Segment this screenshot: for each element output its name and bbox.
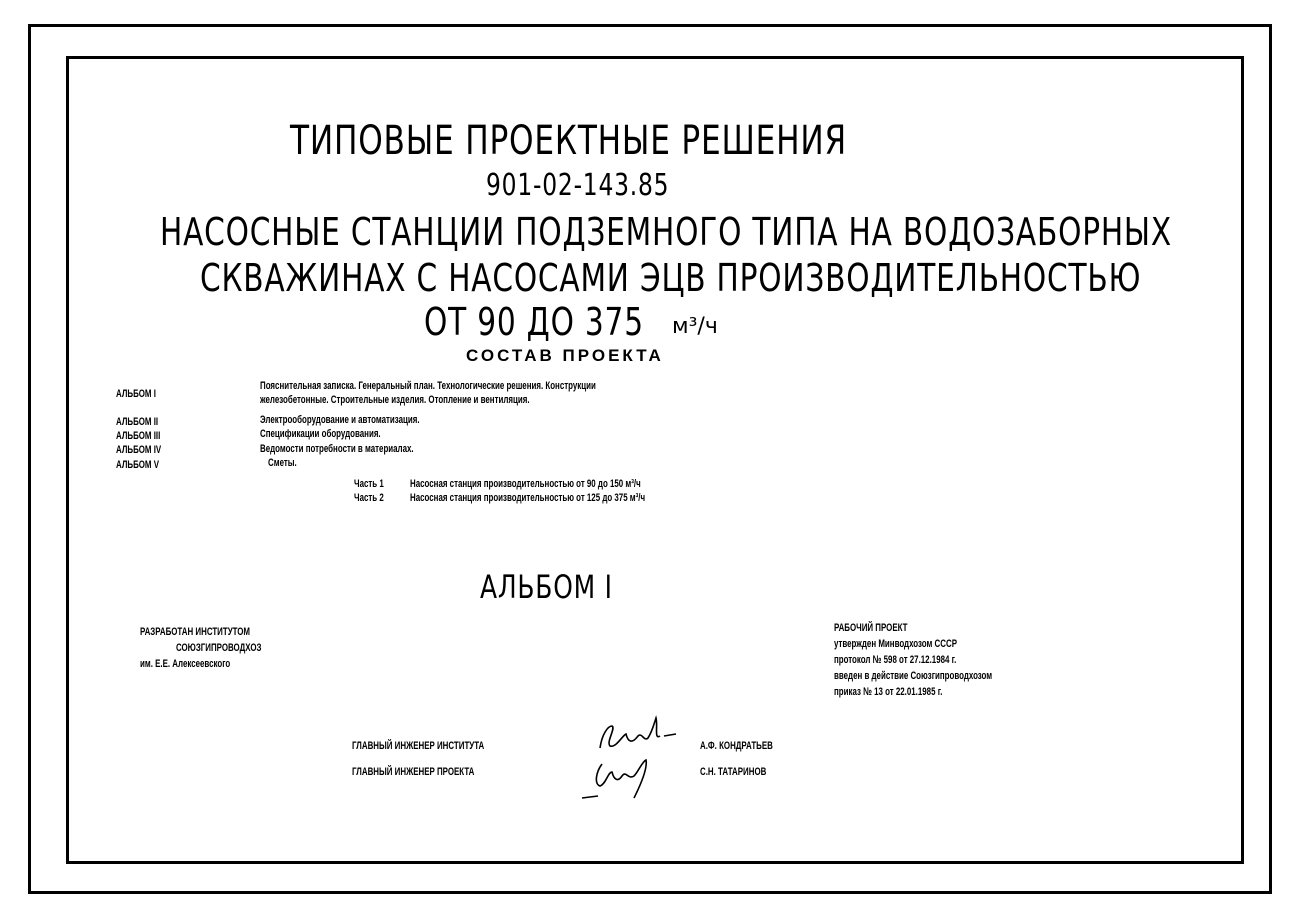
title-line-1: ТИПОВЫЕ ПРОЕКТНЫЕ РЕШЕНИЯ: [290, 118, 847, 164]
part-1-text: Насосная станция производительностью от 90 до 150 м³/ч: [410, 478, 641, 490]
signature-name-1: А.Ф. КОНДРАТЬЕВ: [700, 740, 773, 752]
album-3-label: АЛЬБОМ III: [116, 430, 161, 442]
approval-line-5: приказ № 13 от 22.01.1985 г.: [834, 686, 943, 698]
album-4-text: Ведомости потребности в материалах.: [260, 443, 414, 455]
approval-line-1: РАБОЧИЙ ПРОЕКТ: [834, 622, 908, 634]
project-code: 901-02-143.85: [486, 168, 670, 203]
title-line-3: СКВАЖИНАХ С НАСОСАМИ ЭЦВ ПРОИЗВОДИТЕЛЬНОСТЬЮ: [200, 256, 1142, 300]
title-line-4: ОТ 90 ДО 375: [424, 300, 644, 344]
title-line-2: НАСОСНЫЕ СТАНЦИИ ПОДЗЕМНОГО ТИПА НА ВОДОЗАБОРНЫХ: [160, 210, 1172, 254]
signature-role-2: ГЛАВНЫЙ ИНЖЕНЕР ПРОЕКТА: [352, 766, 475, 778]
title-unit: м³/ч: [672, 314, 718, 339]
developer-line-3: им. Е.Е. Алексеевского: [140, 658, 231, 670]
album-4-label: АЛЬБОМ IV: [116, 444, 162, 456]
album-2-text: Электрооборудование и автоматизация.: [260, 414, 420, 426]
developer-line-2: СОЮЗГИПРОВОДХОЗ: [176, 642, 262, 654]
album-1-text-2: железобетонные. Строительные изделия. Отопление и вентиляция.: [260, 394, 530, 406]
handwritten-signature-2: [578, 750, 678, 804]
album-1-label: АЛЬБОМ I: [116, 388, 156, 400]
album-title: АЛЬБОМ I: [480, 568, 613, 606]
album-2-label: АЛЬБОМ II: [116, 416, 159, 428]
part-2-label: Часть 2: [354, 492, 384, 504]
approval-line-4: введен в действие Союзгипроводхозом: [834, 670, 993, 682]
part-2-text: Насосная станция производительностью от 125 до 375 м³/ч: [410, 492, 646, 504]
approval-line-2: утвержден Минводхозом СССР: [834, 638, 958, 650]
album-3-text: Спецификации оборудования.: [260, 428, 381, 440]
signature-role-1: ГЛАВНЫЙ ИНЖЕНЕР ИНСТИТУТА: [352, 740, 485, 752]
signature-name-2: С.Н. ТАТАРИНОВ: [700, 766, 767, 778]
album-1-text: Пояснительная записка. Генеральный план. Технологические решения. Конструкции: [260, 380, 596, 392]
album-5-text: Сметы.: [268, 457, 297, 469]
developer-line-1: РАЗРАБОТАН ИНСТИТУТОМ: [140, 626, 251, 638]
approval-line-3: протокол № 598 от 27.12.1984 г.: [834, 654, 957, 666]
album-5-label: АЛЬБОМ V: [116, 459, 160, 471]
part-1-label: Часть 1: [354, 478, 384, 490]
composition-heading: СОСТАВ ПРОЕКТА: [466, 346, 664, 365]
